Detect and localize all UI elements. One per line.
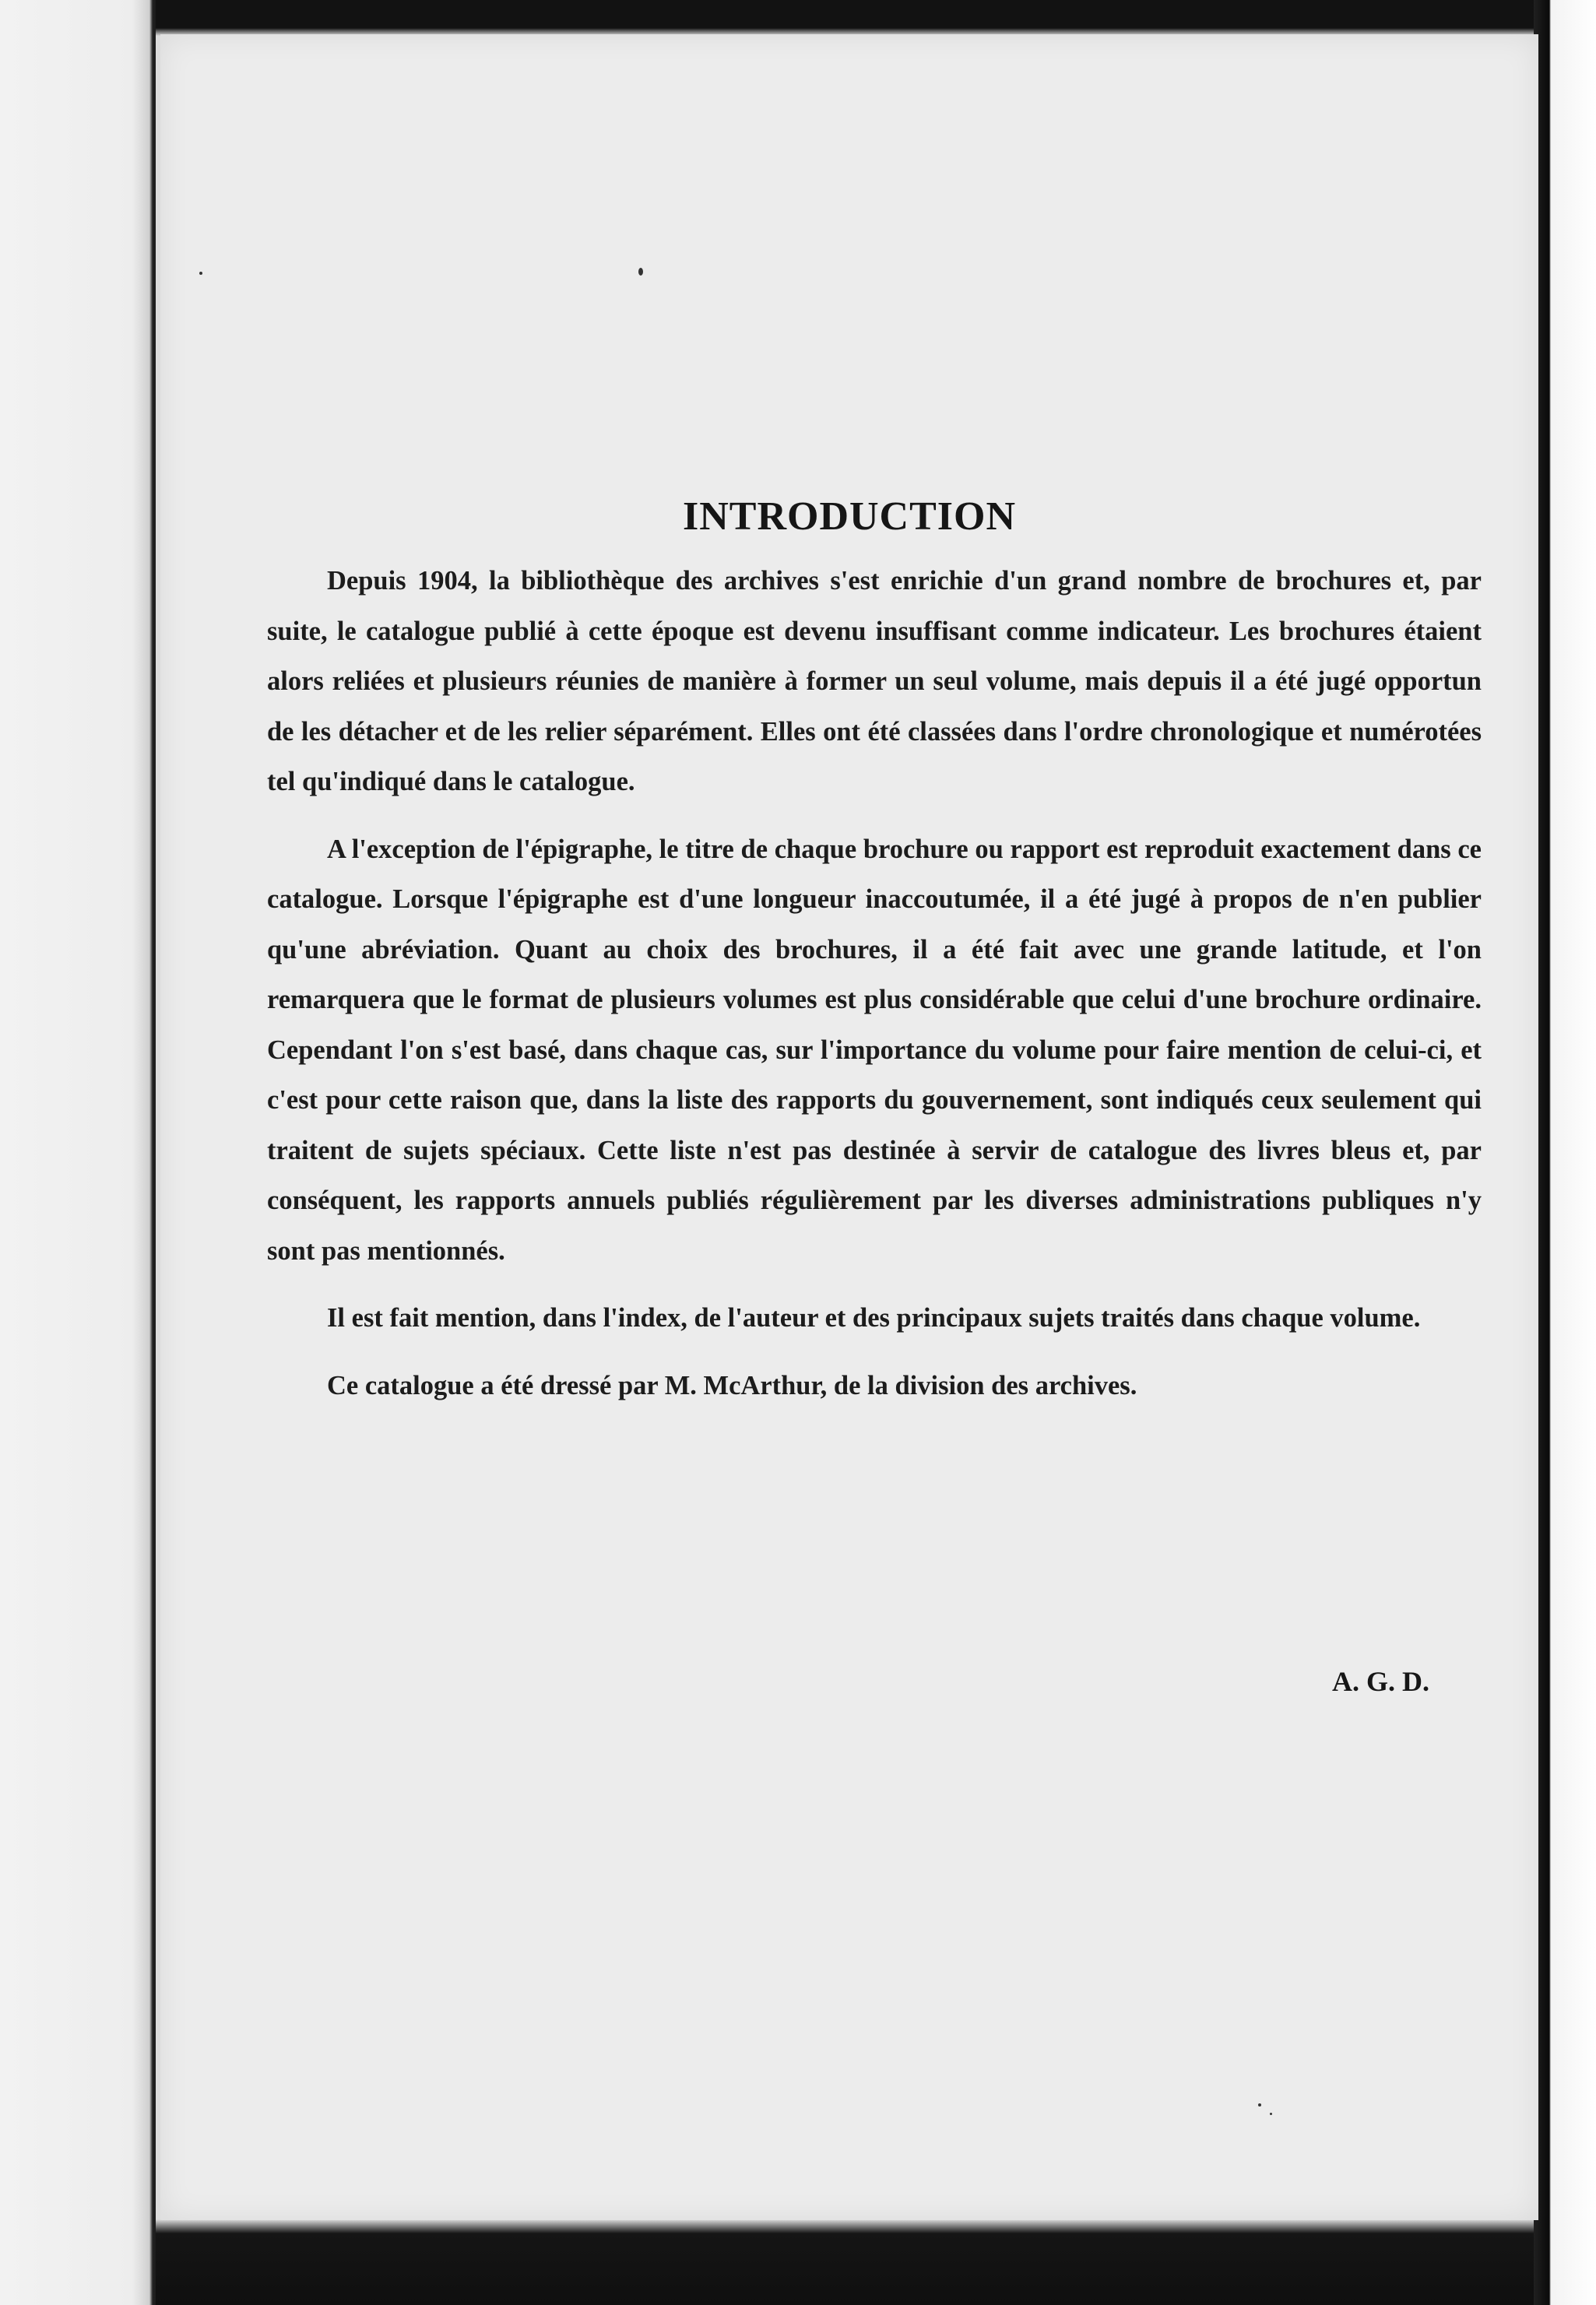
paragraph-1: Depuis 1904, la bibliothèque des archives s'est enrichie d'un grand nombre de brochures et, par suite, le catalogue publié à cette époque est devenu insuffisant comme indicateur. Les brochures étaient alors reliées et plusieurs réunies de manière à former un seul volume, mais depuis il a été jugé opportun de les détacher et de les relier séparément. Elles ont été classées dans l'ordre chronologique et numérotées tel qu'indiqué dans le catalogue. xyxy=(267,566,1482,796)
paragraph-2: A l'exception de l'épigraphe, le titre de chaque brochure ou rapport est reproduit exactement dans ce catalogue. Lorsque l'épigraphe est d'une longueur inaccoutumée, il a été jugé à propos de n'en publier qu'une abréviation. Quant au choix des brochures, il a été fait avec une grande latitude, et l'on remarquera que le format de plusieurs volumes est plus considérable que celui d'une brochure ordinaire. Cependant l'on s'est basé, dans chaque cas, sur l'importance du volume pour faire mention de celui-ci, et c'est pour cette raison que, dans la liste des rapports du gouvernement, sont indiqués ceux seulement qui traitent de sujets spéciaux. Cette liste n'est pas destinée à servir de catalogue des livres bleus et, par conséquent, les rapports annuels publiés régulièrement par les diverses administrations publiques n'y sont pas mentionnés. xyxy=(267,834,1482,1266)
introduction-body xyxy=(267,556,1482,1428)
signature-initials: A. G. D. xyxy=(1332,1666,1429,1697)
paragraph-4: Ce catalogue a été dressé par M. McArthur, de la division des archives. xyxy=(327,1370,1137,1400)
scan-speck xyxy=(1258,2103,1261,2106)
scan-border-left xyxy=(0,0,156,2305)
paragraph-3: Il est fait mention, dans l'index, de l'auteur et des principaux sujets traités dans chaque volume. xyxy=(327,1303,1421,1333)
scan-border-right xyxy=(1534,0,1596,2305)
scan-speck xyxy=(1270,2113,1272,2115)
document-page xyxy=(160,34,1538,2220)
scan-border-top xyxy=(156,0,1534,36)
scan-speck xyxy=(638,268,643,276)
page-title: INTRODUCTION xyxy=(682,494,1017,539)
scan-speck xyxy=(199,272,202,275)
scan-border-bottom xyxy=(156,2219,1534,2305)
